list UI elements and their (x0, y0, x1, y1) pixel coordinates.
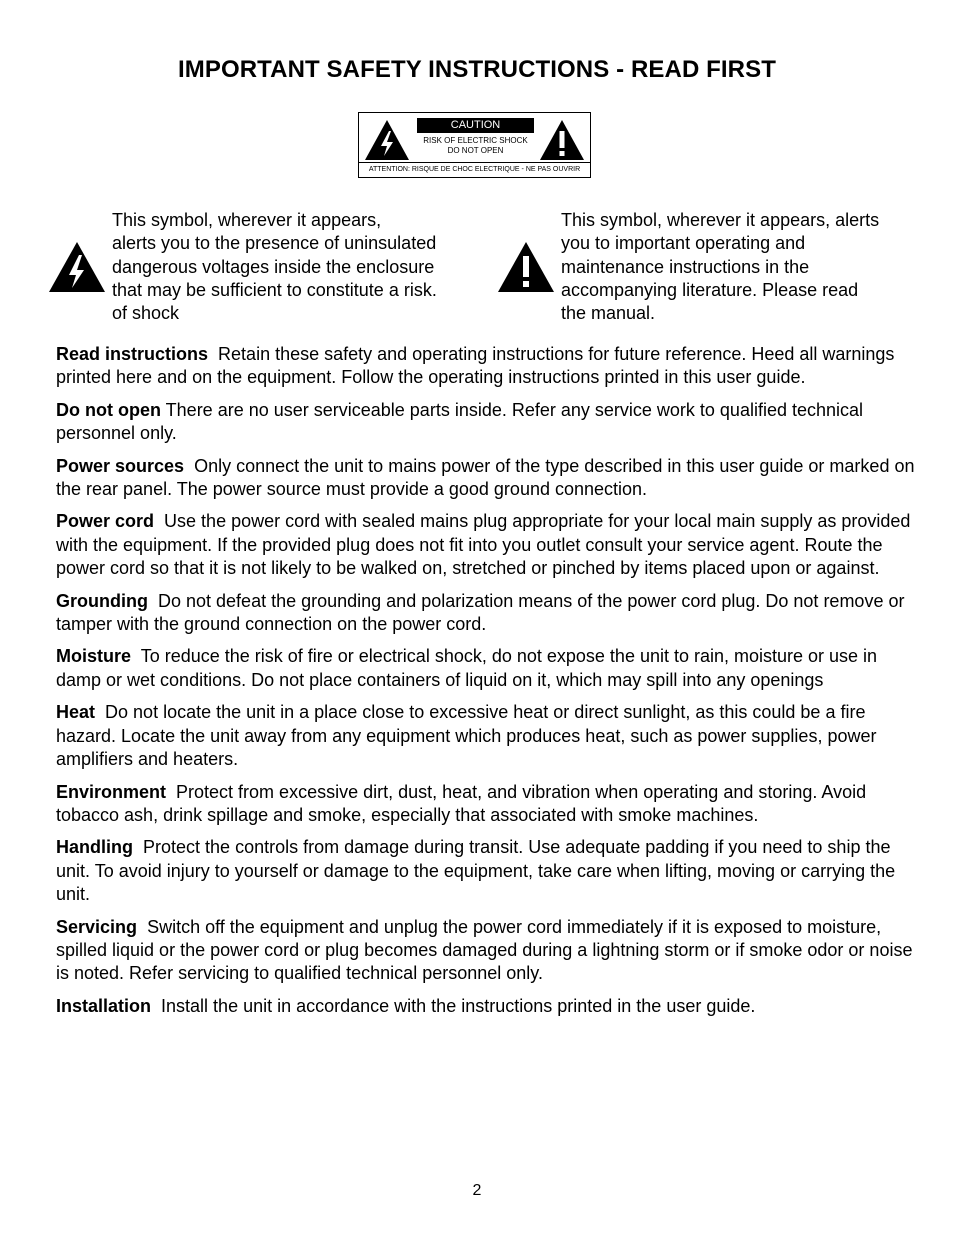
instruction-read-instructions (56, 343, 918, 390)
instruction-servicing (56, 916, 918, 986)
instruction-text: Only connect the unit to mains power of the type described in this user guide or marked on the rear panel. The power source must provide a good ground connection. (56, 455, 915, 500)
instruction-text: Protect from excessive dirt, dust, heat, and vibration when operating and storing. Avoid tobacco ash, drink spillage and smoke, especially that associated with smoke machines. (56, 781, 867, 825)
exclamation-description-line: the manual. (561, 303, 656, 324)
instruction-moisture (56, 645, 918, 692)
instruction-text: Install the unit in accordance with the instructions printed in the user guide. (161, 995, 756, 1016)
instruction-text: Use the power cord with sealed mains plug appropriate for your local main supply as provided with the equipment. If the provided plug does not fit into you outlet consult your service agent. Route the power cord so that it is not likely to be walked on, stretched or pinched by items placed upon or against. (56, 511, 911, 579)
exclamation-description-line: This symbol, wherever it appears, alerts (561, 210, 880, 230)
instruction-heading: Power cord (56, 511, 155, 532)
exclamation-triangle-icon (497, 241, 555, 293)
instruction-heading: Environment (56, 781, 167, 802)
caution-text-block (417, 118, 534, 162)
page-title: IMPORTANT SAFETY INSTRUCTIONS - READ FIRST (178, 56, 776, 83)
instruction-heat (56, 701, 918, 771)
instruction-text: Do not defeat the grounding and polarization means of the power cord plug. Do not remove or tamper with the ground connection on the power cord. (56, 590, 905, 635)
instruction-text: Do not locate the unit in a place close to excessive heat or direct sunlight, as this could be a fire hazard. Locate the unit away from any equipment which produces heat, such as power supplies, power amplifiers and heaters. (56, 702, 877, 770)
caution-heading: CAUTION (417, 118, 534, 133)
safety-instructions-list (56, 343, 918, 1027)
instruction-text: Retain these safety and operating instructions for future reference. Heed all warnings printed here and on the equipment. Follow the operating instructions printed in this user guide. (56, 344, 895, 388)
lightning-description-line: of shock (112, 303, 180, 324)
instruction-heading: Read instructions (56, 344, 209, 364)
instruction-text: There are no user serviceable parts inside. Refer any service work to qualified technical personnel only. (56, 399, 864, 444)
caution-label (358, 112, 591, 178)
lightning-description-line: dangerous voltages inside the enclosure (112, 256, 435, 277)
instruction-heading: Do not open (56, 399, 161, 420)
instruction-heading: Servicing (56, 916, 138, 937)
instruction-heading: Power sources (56, 455, 185, 476)
instruction-text: Protect the controls from damage during transit. Use adequate padding if you need to ship the unit. To avoid injury to yourself or damage to the equipment, take care when lifting, moving or carrying the unit. (56, 837, 896, 905)
lightning-bolt-triangle-icon (48, 241, 106, 293)
instruction-heading: Heat (56, 702, 96, 723)
exclamation-symbol-description (561, 209, 931, 325)
instruction-handling (56, 836, 918, 906)
exclamation-description-line: accompanying literature. Please read (561, 279, 859, 300)
electric-shock-warning-icon (364, 119, 410, 161)
instruction-heading: Grounding (56, 590, 148, 611)
instruction-do-not-open (56, 399, 918, 446)
caution-line-2: DO NOT OPEN (447, 146, 504, 155)
exclamation-description-line: maintenance instructions in the (561, 256, 810, 277)
lightning-description-line: This symbol, wherever it appears, (112, 210, 382, 230)
lightning-description-line: that may be sufficient to constitute a risk. (112, 279, 437, 300)
exclamation-warning-icon (539, 119, 585, 161)
instruction-power-sources (56, 455, 918, 502)
instruction-installation (56, 995, 918, 1018)
instruction-heading: Installation (56, 995, 152, 1016)
instruction-heading: Moisture (56, 646, 132, 667)
caution-footer: ATTENTION: RISQUE DE CHOC ELECTRIQUE - NE PAS OUVRIR (359, 162, 590, 177)
exclamation-description-line: you to important operating and (561, 233, 806, 254)
lightning-description-line: alerts you to the presence of uninsulated (112, 233, 437, 254)
instruction-heading: Handling (56, 837, 133, 858)
instruction-text: To reduce the risk of fire or electrical shock, do not expose the unit to rain, moisture or use in damp or wet conditions. Do not place containers of liquid on it, which may spill into any openings (56, 646, 878, 690)
instruction-text: Switch off the equipment and unplug the power cord immediately if it is exposed to moisture, spilled liquid or the power cord or plug becomes damaged during a lightning storm or if smoke odor or noise is noted. Refer servicing to qualified technical personnel only. (56, 916, 913, 984)
instruction-grounding (56, 590, 918, 637)
page-number: 2 (472, 1182, 482, 1199)
instruction-environment (56, 781, 918, 828)
instruction-power-cord (56, 510, 918, 580)
caution-line-1: RISK OF ELECTRIC SHOCK (423, 136, 528, 145)
lightning-symbol-description (112, 209, 492, 325)
